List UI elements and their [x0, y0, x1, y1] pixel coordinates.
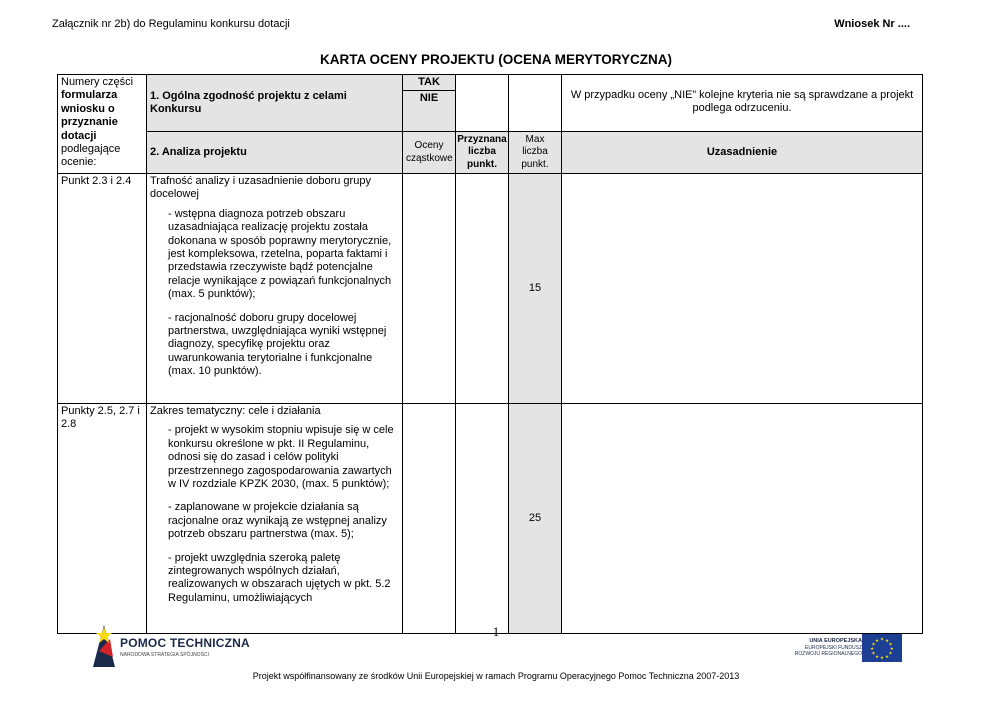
awarded-points-cell: [456, 174, 509, 404]
svg-text:★: ★: [874, 638, 880, 644]
section1-awarded-cell: [456, 75, 509, 132]
section1-max-cell: [509, 75, 562, 132]
svg-text:★: ★: [884, 638, 890, 644]
svg-text:★: ★: [884, 654, 890, 660]
svg-text:★: ★: [879, 637, 885, 643]
max-points-value: 25: [509, 404, 562, 634]
justification-header: Uzasadnienie: [562, 132, 923, 174]
evaluation-table: [57, 74, 923, 634]
table-row: [58, 174, 923, 404]
criterion-item: - projekt uwzględnia szeroką paletę zintegrowanych wspólnych działań, realizowanych w obszarach ujętych w pkt. 5.2 Regulaminu, umożliwiających: [168, 551, 391, 604]
svg-text:★: ★: [874, 654, 880, 660]
logo-left-subtitle: NARODOWA STRATEGIA SPÓJNOŚCI: [120, 652, 209, 658]
row-title: Zakres tematyczny: cele i działania: [150, 405, 321, 417]
footer-note: Projekt współfinansowany ze środków Unii Europejskiej w ramach Programu Operacyjnego Pomoc Techniczna 2007-2013: [252, 671, 740, 681]
eu-logo-line3: ROZWOJU REGIONALNEGO: [794, 651, 862, 657]
document-title: KARTA OCENY PROJEKTU (OCENA MERYTORYCZNA): [319, 52, 672, 67]
logo-left-title: POMOC TECHNICZNA: [120, 636, 250, 650]
svg-text:★: ★: [889, 646, 894, 652]
section2-title: 2. Analiza projektu: [147, 132, 403, 174]
criterion-item: - racjonalność doboru grupy docelowej partnerstwa, uwzględniająca wyniki wstępnej diagnozy, specyfikę projektu oraz uwarunkowania terytorialne i funkcjonalne (max. 10 punktów).: [168, 311, 387, 378]
svg-text:★: ★: [871, 651, 876, 657]
eu-flag-icon: [862, 634, 902, 662]
justification-cell: [562, 174, 923, 404]
table-row: [58, 404, 923, 634]
partial-score-cell: [403, 174, 456, 404]
application-number-label: Wniosek Nr ....: [834, 18, 910, 30]
nie-label: NIE: [419, 92, 439, 105]
tak-label: TAK: [403, 75, 455, 91]
page-number: 1: [492, 624, 500, 639]
svg-text:★: ★: [888, 642, 893, 648]
max-points-value: 15: [509, 174, 562, 404]
section1-note: W przypadku oceny „NIE” kolejne kryteria nie są sprawdzane a projekt podlega odrzuceniu.: [562, 75, 923, 132]
max-points-header: Max liczba punkt.: [509, 132, 562, 174]
row-title: Trafność analizy i uzasadnienie doboru grupy docelowej: [150, 175, 371, 201]
row-criteria: [147, 174, 403, 404]
row-criteria: [147, 404, 403, 634]
svg-text:★: ★: [870, 646, 875, 652]
partial-scores-header: Oceny cząstkowe: [403, 132, 456, 174]
star-icon: [90, 623, 120, 668]
svg-text:★: ★: [871, 642, 876, 648]
justification-cell: [562, 404, 923, 634]
attachment-label: Załącznik nr 2b) do Regulaminu konkursu dotacji: [52, 18, 290, 30]
criterion-item: - wstępna diagnoza potrzeb obszaru uzasadniająca realizację projektu została dokonana w sposób poprawny merytorycznie, jest kompleksowa, rzetelna, poparta faktami i przedstawia rzeczywiste bądź potencjalne relacje wynikające z powiązań funkcjonalnych (max. 5 punktów);: [168, 207, 392, 301]
awarded-points-header: Przyznana liczba punkt.: [456, 132, 509, 174]
criterion-item: - zaplanowane w projekcie działania są racjonalne oraz wynikają ze wstępnej analizy potrzeb obszaru partnerstwa (max. 5);: [168, 501, 387, 541]
part-numbers-header: Numery części formularza wniosku o przyznanie dotacji podlegające ocenie:: [58, 75, 147, 174]
row-reference: Punkty 2.5, 2.7 i 2.8: [58, 404, 147, 634]
awarded-points-cell: [456, 404, 509, 634]
row-reference: Punkt 2.3 i 2.4: [58, 174, 147, 404]
pomoc-techniczna-logo: [90, 623, 280, 668]
section1-title: 1. Ogólna zgodność projektu z celami Konkursu: [147, 75, 403, 132]
partial-score-cell: [403, 404, 456, 634]
eu-logo: [780, 630, 910, 666]
svg-text:★: ★: [888, 651, 893, 657]
eu-logo-line1: UNIA EUROPEJSKA: [809, 638, 862, 644]
eu-logo-line2: EUROPEJSKI FUNDUSZ: [805, 645, 862, 651]
criterion-item: - projekt w wysokim stopniu wpisuje się w cele konkursu określone w pkt. II Regulaminu, odnosi się do zasad i celów polityki przestrzennego zagospodarowania zawartych w IV rozdziale KPZK 2030, (max. 5 punktów);: [168, 424, 394, 491]
tak-nie-cell: [403, 75, 456, 132]
svg-text:★: ★: [879, 656, 885, 662]
